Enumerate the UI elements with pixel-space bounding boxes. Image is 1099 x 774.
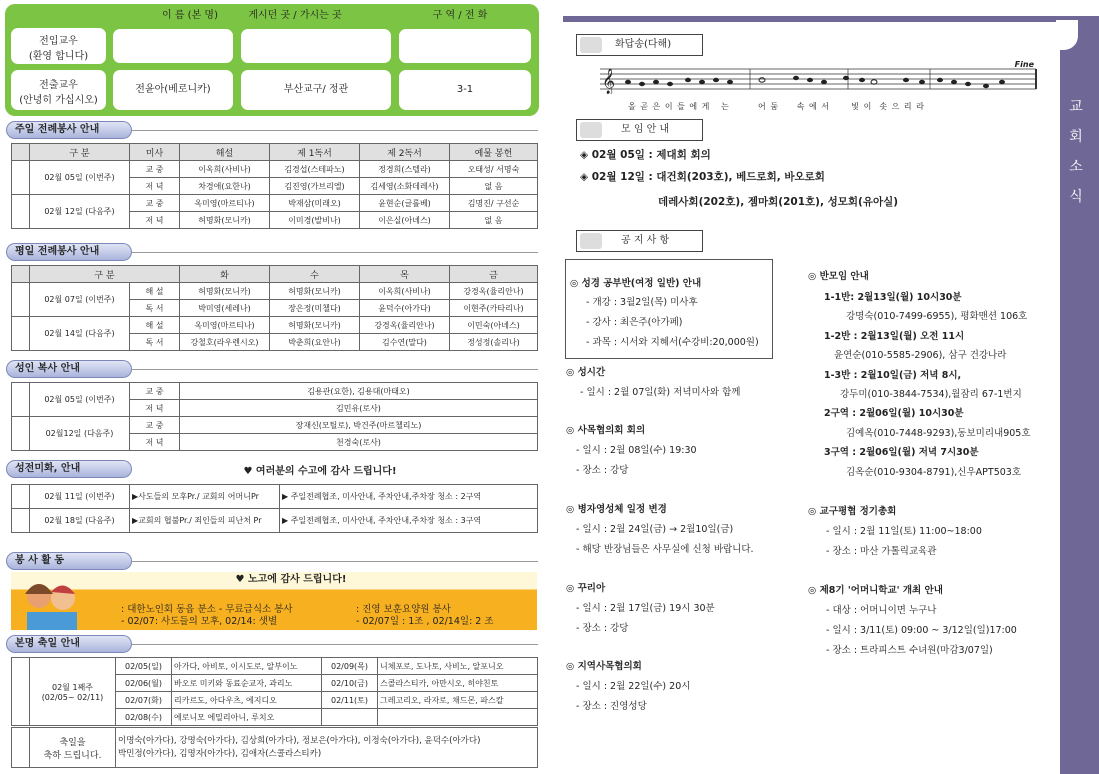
table-cell: 차경애(요한나) (180, 178, 270, 195)
header-cell: 목 (360, 266, 450, 283)
table-cell: ▶교회의 협불Pr./ 죄인들의 피난처 Pr (130, 509, 280, 533)
sick-title: ◎ 병자영성체 일정 변경 (566, 504, 667, 515)
table-cell (12, 383, 30, 417)
service-banner (11, 572, 537, 630)
table-cell (12, 161, 30, 195)
table-cell: 에로니모 에밀리아니, 루치오 (172, 709, 322, 726)
service-left1: : 대한노인회 동읍 분소 - 무료급식소 봉사 (121, 604, 293, 615)
table-cell: 아가다, 아비토, 이시도로, 알부이노 (172, 658, 322, 675)
table-cell: 02/06(월) (116, 675, 172, 692)
bible-line: - 개강 : 3월2일(목) 미사후 (586, 297, 698, 308)
table-cell: 옥미영(마르티나) (180, 195, 270, 212)
table-cell: 02/11(토) (322, 692, 378, 709)
table-cell: 장은정(미첼다) (270, 300, 360, 317)
table-cell: 독 서 (130, 334, 180, 351)
table-cell: 저 녁 (130, 178, 180, 195)
table-cell: 이현주(카타리나) (450, 300, 538, 317)
table-cell: 오태성/ 서명숙 (450, 161, 538, 178)
table-cell: 이민숙(아녜스) (450, 317, 538, 334)
table-cell: 02월 12일 (다음주) (30, 195, 130, 229)
adult-title: 성인 복사 안내 (6, 360, 132, 378)
table-cell: 허명화(모니카) (180, 283, 270, 300)
table-cell (12, 417, 30, 451)
table-cell: 이명숙(아가다), 강명숙(아가다), 김상희(아가다), 정보은(아가다), 이정숙(아가다), 윤덕수(아가다) 박민정(아가다), 김명자(아가다), 김애자(스콜라스티카) (116, 728, 538, 768)
reg-header-area: 구 역 / 전 화 (432, 10, 488, 21)
hymn-lyrics: 올 곧 은 이 들 에 게 는 어 둠 속 에 서 빛 이 솟 으 리 라 (628, 102, 925, 111)
table-cell: 02월 07일 (이번주) (30, 283, 130, 317)
header-cell: 제 1독서 (270, 144, 360, 161)
table-cell: 윤현순(글롤베) (360, 195, 450, 212)
ban-line: 김예옥(010-7448-9293),동보미리내905호 (846, 428, 1031, 439)
out-place: 부산교구/ 정관 (241, 70, 391, 110)
volunteer-illustration-icon (17, 572, 87, 630)
table-cell: 이미경(발비나) (270, 212, 360, 229)
table-cell: 김경섭(스테파노) (270, 161, 360, 178)
table-row (12, 417, 538, 434)
table-cell: 바오로 미키와 동료순교자, 과리노 (172, 675, 322, 692)
table-cell: 윤덕수(아가다) (360, 300, 450, 317)
service-thanks: ♥ 노고에 감사 드립니다! (235, 574, 347, 585)
table-cell: 모 임 안 내 (621, 124, 670, 135)
table-cell: 김수연(말다) (360, 334, 450, 351)
sunday-table (11, 143, 538, 229)
header-cell: 수 (270, 266, 360, 283)
table-cell: 교 중 (130, 383, 180, 400)
table-cell: 강철호(라우렌시오) (180, 334, 270, 351)
table-cell (12, 317, 30, 351)
table-cell: 김민유(로사) (180, 400, 538, 417)
table-cell: 옥미영(마르티나) (180, 317, 270, 334)
in-label: 전입교우 (환영 합니다) (11, 28, 106, 64)
out-area: 3-1 (399, 70, 531, 110)
weekday-table (11, 265, 538, 351)
reg-header-place: 게시던 곳 / 가시는 곳 (248, 10, 342, 21)
table-cell: 교 중 (130, 161, 180, 178)
congrats-table (11, 727, 538, 768)
council-line: - 장소 : 강당 (576, 465, 629, 476)
in-place-field (241, 29, 391, 63)
ban-line: 1-2반 : 2월13일(월) 오전 11시 (824, 331, 965, 342)
pyeong-line: - 장소 : 마산 가톨릭교육관 (826, 546, 937, 557)
divider (132, 644, 538, 645)
church-icon (580, 233, 602, 249)
mother-line: - 대상 : 어머니이면 누구나 (826, 605, 937, 616)
feast-title: 본명 축일 안내 (6, 635, 132, 653)
cleaning-table (11, 484, 538, 533)
feast-table (11, 657, 538, 726)
table-cell: 그레고리오, 라자로, 채드몬, 파스칼 (378, 692, 538, 709)
table-cell: 스콜라스티카, 아만시오, 히야친토 (378, 675, 538, 692)
table-cell: 리카르도, 아다우츠, 에지디오 (172, 692, 322, 709)
table-row (12, 317, 538, 334)
header-cell: 구 분 (30, 144, 130, 161)
table-cell: 02월 1째주 (02/05~ 02/11) (30, 658, 116, 726)
church-icon (580, 122, 602, 138)
table-cell: 이은실(아녜스) (360, 212, 450, 229)
in-name-field (113, 29, 233, 63)
ban-line: 3구역 : 2월06일(월) 저녁 7시30분 (824, 447, 979, 458)
pyeong-line: - 일시 : 2월 11일(토) 11:00~18:00 (826, 526, 982, 537)
table-cell (322, 709, 378, 726)
table-cell: 이옥희(사비나) (360, 283, 450, 300)
out-label: 전출교우 (안녕히 가십시오) (11, 70, 106, 110)
ash-title: ◎ 성시간 (566, 367, 606, 378)
table-cell: 교 중 (130, 195, 180, 212)
table-cell: 02월 05일 (이번주) (30, 161, 130, 195)
table-cell (12, 195, 30, 229)
header-cell: 금 (450, 266, 538, 283)
table-cell: 정경희(스텔라) (360, 161, 450, 178)
header-cell: 화 (180, 266, 270, 283)
table-cell: ▶ 주일전례협조, 미사안내, 주차안내,주차장 청소 : 3구역 (280, 509, 538, 533)
table-cell: 저 녁 (130, 212, 180, 229)
table-cell: 교 중 (130, 417, 180, 434)
table-row (12, 283, 538, 300)
table-row (12, 509, 538, 533)
divider (132, 130, 538, 131)
ban-line: 1-1반: 2월13일(월) 10시30분 (824, 292, 962, 303)
bible-line: - 강사 : 최은주(아가페) (586, 317, 683, 328)
table-cell: 장재신(모틸로), 박건주(마르첼리노) (180, 417, 538, 434)
table-cell: 허명화(모니카) (270, 317, 360, 334)
table-cell: 저 녁 (130, 434, 180, 451)
ash-line: - 일시 : 2월 07일(화) 저녁미사와 함께 (580, 387, 741, 398)
notice-box (576, 230, 703, 252)
table-cell: 02월12일 (다음주) (30, 417, 130, 451)
table-cell: 독 서 (130, 300, 180, 317)
table-cell: 허명화(모니카) (180, 212, 270, 229)
meeting-line-2: ◈ 02월 12일 : 대건회(203호), 베드로회, 바오로회 (580, 171, 825, 183)
table-cell (378, 709, 538, 726)
ban-title: ◎ 반모임 안내 (808, 271, 869, 282)
table-cell: 저 녁 (130, 400, 180, 417)
meeting-line-1: ◈ 02월 05일 : 제대회 회의 (580, 149, 711, 161)
kkuri-title: ◎ 꾸리아 (566, 583, 606, 594)
table-cell: 02/07(화) (116, 692, 172, 709)
reg-header-name: 이 름 (본 명) (162, 10, 218, 21)
ban-line: 윤연순(010-5585-2906), 삼구 건강나라 (834, 350, 1007, 361)
header-cell: 미사 (130, 144, 180, 161)
adult-table (11, 382, 538, 451)
table-cell (12, 509, 30, 533)
ban-line: 김옥순(010-9304-8791),신우APT503호 (846, 467, 1021, 478)
table-cell: 화답송(다해) (615, 39, 672, 50)
meeting-line-3: 데레사회(202호), 젬마회(201호), 성모회(유아실) (658, 196, 899, 208)
table-cell: 정성정(솔리나) (450, 334, 538, 351)
table-cell: 김명진/ 구선순 (450, 195, 538, 212)
table-cell: 김용관(요한), 김용대(마태오) (180, 383, 538, 400)
table-cell: 02/05(일) (116, 658, 172, 675)
service-right1: : 진영 보훈요양원 봉사 (356, 604, 451, 615)
table-row (12, 144, 538, 161)
top-bar (563, 16, 1063, 26)
sick-line: - 해당 반장님들은 사무실에 신청 바랍니다. (576, 544, 754, 555)
fine-label: Fine (1014, 60, 1034, 69)
table-cell: 박춘희(요안나) (270, 334, 360, 351)
mother-title: ◎ 제8기 '어머니학교' 개최 안내 (808, 585, 943, 596)
ban-line: 1-3반 : 2월10일(금) 저녁 8시, (824, 370, 962, 381)
table-row (12, 161, 538, 178)
bible-title: ◎ 성경 공부반(여정 일반) 안내 (570, 278, 702, 289)
kkuri-line: - 일시 : 2월 17일(금) 19시 30분 (576, 603, 715, 614)
table-cell: ▶사도들의 모후Pr./ 교회의 어머니Pr (130, 485, 280, 509)
table-cell: 02월 18일 (다음주) (30, 509, 130, 533)
divider (132, 252, 538, 253)
table-cell (12, 283, 30, 317)
regional-line: - 장소 : 진영성당 (576, 701, 647, 712)
table-cell: 니체포로, 도나토, 사비노, 알포니오 (378, 658, 538, 675)
table-cell: 김세영(소화데레사) (360, 178, 450, 195)
table-cell: 02/09(목) (322, 658, 378, 675)
divider (132, 561, 538, 562)
table-cell: 김진영(가브리엘) (270, 178, 360, 195)
cleaning-title: 성전미화, 안내 (6, 460, 132, 478)
service-right2: - 02/07일 : 1조 , 02/14일: 2 조 (356, 616, 494, 627)
meeting-box (576, 119, 703, 141)
pyeong-title: ◎ 교구평협 정기총회 (808, 506, 897, 517)
bible-line: - 과목 : 시서와 지혜서(수강비:20,000원) (586, 337, 759, 348)
table-row (12, 485, 538, 509)
table-row (12, 266, 538, 283)
table-row (12, 383, 538, 400)
table-cell: 이옥희(사비나) (180, 161, 270, 178)
kkuri-line: - 장소 : 강당 (576, 623, 629, 634)
table-cell: 해 설 (130, 317, 180, 334)
table-cell: 공 지 사 항 (621, 235, 670, 246)
council-line: - 일시 : 2월 08일(수) 19:30 (576, 445, 697, 456)
church-icon (580, 37, 602, 53)
table-cell: 축일을 축하 드립니다. (30, 728, 116, 768)
table-cell: 강경옥(율리안나) (450, 283, 538, 300)
table-cell: ▶ 주일전례협조, 미사안내, 주차안내,주차장 청소 : 2구역 (280, 485, 538, 509)
service-left2: - 02/07: 사도들의 모후, 02/14: 샛별 (121, 616, 278, 627)
table-cell: 02/08(수) (116, 709, 172, 726)
hymn-box (576, 34, 703, 56)
table-row (12, 658, 538, 675)
sick-line: - 일시 : 2월 24일(금) → 2월10일(금) (576, 524, 734, 535)
table-cell (12, 266, 30, 283)
sunday-title: 주일 전례봉사 안내 (6, 121, 132, 139)
table-cell (12, 144, 30, 161)
table-row (12, 728, 538, 768)
council-title: ◎ 사목협의회 회의 (566, 425, 646, 436)
registration-box (5, 4, 539, 116)
header-cell: 구 분 (30, 266, 180, 283)
table-cell (12, 728, 30, 768)
table-row (12, 195, 538, 212)
divider (132, 369, 538, 370)
header-cell: 예물 봉헌 (450, 144, 538, 161)
ban-line: 2구역 : 2월06일(월) 10시30분 (824, 408, 964, 419)
table-cell: 강경옥(율리안나) (360, 317, 450, 334)
sidebar-title: 교회소식 (1069, 99, 1083, 205)
cleaning-thanks: ♥ 여러분의 수고에 감사 드립니다! (243, 466, 397, 477)
svg-text:𝄞: 𝄞 (602, 69, 616, 94)
table-cell: 박재삼(미래오) (270, 195, 360, 212)
table-cell (12, 485, 30, 509)
table-cell: 천경숙(로사) (180, 434, 538, 451)
table-cell: 없 음 (450, 178, 538, 195)
regional-line: - 일시 : 2월 22일(수) 20시 (576, 681, 691, 692)
out-name: 전윤아(베로니카) (113, 70, 233, 110)
header-cell: 해설 (180, 144, 270, 161)
weekday-title: 평일 전례봉사 안내 (6, 243, 132, 261)
table-cell: 해 설 (130, 283, 180, 300)
ban-line: 강두미(010-3844-7534),월잠리 67-1번지 (840, 389, 1022, 400)
regional-title: ◎ 지역사목협의회 (566, 661, 642, 672)
table-cell: 02월 14일 (다음주) (30, 317, 130, 351)
service-title: 봉 사 활 동 (6, 552, 132, 570)
table-cell: 02/10(금) (322, 675, 378, 692)
table-cell: 02월 11일 (이번주) (30, 485, 130, 509)
ban-line: 강명숙(010-7499-6955), 평화맨션 106호 (846, 311, 1028, 322)
music-staff (600, 60, 1038, 94)
table-cell: 없 음 (450, 212, 538, 229)
table-cell: 02월 05일 (이번주) (30, 383, 130, 417)
in-area-field (399, 29, 531, 63)
table-cell (12, 658, 30, 726)
table-cell: 박미영(세레나) (180, 300, 270, 317)
mother-line: - 장소 : 트라피스트 수녀원(마감3/07일) (826, 645, 993, 656)
table-cell: 허명화(모니카) (270, 283, 360, 300)
header-cell: 제 2독서 (360, 144, 450, 161)
mother-line: - 일시 : 3/11(토) 09:00 ~ 3/12일(일)17:00 (826, 625, 1017, 636)
